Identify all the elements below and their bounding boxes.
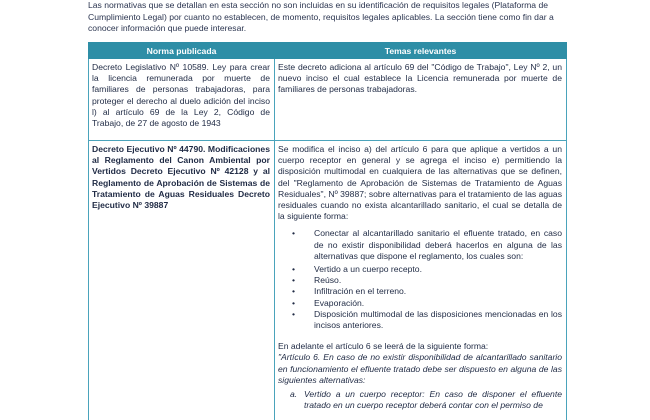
table-header-row xyxy=(89,43,567,59)
norma-cell xyxy=(89,141,275,420)
header-norma: Norma publicada xyxy=(89,43,275,59)
temas-text: Este decreto adiciona al artículo 69 del "Código de Trabajo", Ley Nº 2, un nuevo inciso el cual establece la Licencia remunerada por muerte de familiares de personas trabajadoras. xyxy=(278,62,562,95)
list-item: • Disposición multimodal de las disposiciones mencionadas en los incisos anteriores. xyxy=(314,309,562,331)
sub-item-text: Vertido a un cuerpo receptor: En caso de disponer el efluente tratado en un cuerpo receptor deberá contar con el permiso de xyxy=(304,389,562,411)
header-temas: Temas relevantes xyxy=(275,43,567,59)
list-item: • Vertido a un cuerpo recepto. xyxy=(314,264,562,275)
temas-cell xyxy=(275,59,567,141)
list-item: • Infiltración en el terreno. xyxy=(314,286,562,297)
after-text: En adelante el artículo 6 se leerá de la siguiente forma: xyxy=(278,341,489,352)
regulations-table xyxy=(88,42,567,420)
list-item: • Evaporación. xyxy=(314,298,562,309)
norma-text: Decreto Ejecutivo Nº 44790. Modificaciones al Reglamento del Canon Ambiental por Vertidos Decreto Ejecutivo Nº 42128 y al Reglamento de Aprobación de Sistemas de Tratamiento de Aguas Residuales Decreto Ejecutivo Nº 39887 xyxy=(92,144,270,211)
intro-paragraph: Las normativas que se detallan en esta sección no son incluidas en su identificación de requisitos legales (Plataforma de Cumplimiento Legal) por cuanto no establecen, de momento, requisitos legales aplicables. La sección tiene como fin dar a conocer información que puede interesar. xyxy=(88,0,554,34)
alternatives-list xyxy=(278,228,562,331)
table-row xyxy=(89,59,567,141)
table-row xyxy=(89,141,567,420)
quote-text: "Artículo 6. En caso de no existir disponibilidad de alcantarillado sanitario en funcionamiento el efluente tratado debe ser dispuesto en alguna de las siguientes alternativas: xyxy=(278,352,562,385)
list-item: • Reúso. xyxy=(314,275,562,286)
temas-cell xyxy=(275,141,567,420)
list-item: • Conectar al alcantarillado sanitario el efluente tratado, en caso de no existir disponibilidad deberá hacerlos en alguna de las alternativas que dispone el reglamento, los cuales son: xyxy=(314,228,562,262)
sub-item-label: a. xyxy=(290,389,298,400)
temas-text: Se modifica el inciso a) del artículo 6 para que aplique a vertidos a un cuerpo receptor en general y se agrega el inciso e) permitiendo la disposición multimodal en cualquiera de las alternativas que se definen, del "Reglamento de Aprobación de Sistemas de Tratamiento de Aguas Residuales", Nº 39887; sobre alternativas para el tratamiento de las aguas residuales cuando no exista alcantarillado sanitario, el cual se detalla de la siguiente forma: xyxy=(278,144,562,222)
norma-text: Decreto Legislativo Nº 10589. Ley para crear la licencia remunerada por muerte de familiares de personas trabajadoras, para proteger el derecho al duelo adición del inciso l) al artículo 69 de la Ley 2, Código de Trabajo, de 27 de agosto de 1943 xyxy=(92,62,270,129)
norma-cell xyxy=(89,59,275,141)
sub-item xyxy=(290,389,562,411)
